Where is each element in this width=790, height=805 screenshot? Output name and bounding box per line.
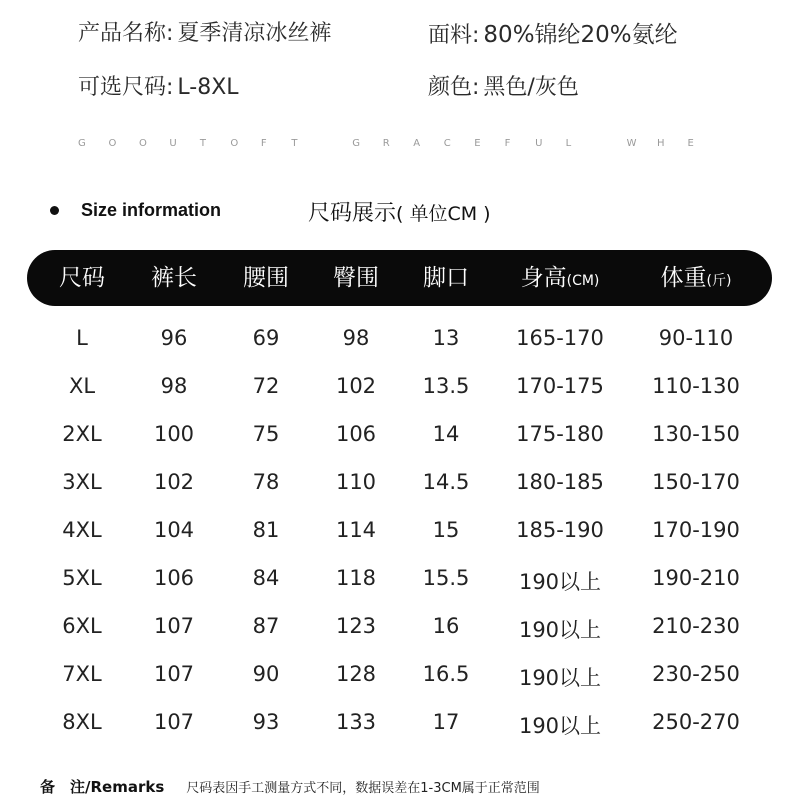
table-row: [0, 518, 790, 566]
table-cell: 150-170: [652, 470, 740, 494]
header-cell: [423, 250, 469, 306]
table-cell: 102: [335, 374, 377, 398]
table-cell: 106: [153, 566, 195, 590]
header-cell: [151, 250, 197, 306]
table-cell: 190以上: [518, 570, 602, 594]
table-cell: 90: [252, 662, 280, 686]
table-cell: L: [76, 326, 88, 350]
section-title-en: Size information: [81, 200, 222, 220]
table-cell: 175-180: [516, 422, 604, 446]
remarks-text: 尺码表因手工测量方式不同，数据误差在1-3CM属于正常范围: [186, 781, 540, 796]
product-name-value: 夏季清凉冰丝裤: [177, 21, 332, 46]
header-label: 裤长: [151, 265, 197, 291]
table-cell: 81: [252, 518, 280, 542]
table-cell: 8XL: [62, 710, 102, 734]
table-row: [0, 422, 790, 470]
table-cell: 165-170: [516, 326, 604, 350]
table-cell: 14: [432, 422, 460, 446]
header-cell: [521, 250, 600, 306]
table-cell: 93: [252, 710, 280, 734]
section-title: [50, 200, 491, 226]
section-title-cn: [308, 196, 491, 227]
table-cell: 107: [153, 662, 195, 686]
table-cell: 69: [252, 326, 280, 350]
fabric-value: 80%锦纶20%氨纶: [483, 22, 678, 48]
sizes-label: 可选尺码:: [78, 75, 174, 100]
table-cell: XL: [68, 374, 96, 398]
table-cell: 130-150: [652, 422, 740, 446]
table-cell: 7XL: [62, 662, 102, 686]
table-cell: 98: [160, 374, 188, 398]
header-label: 尺码: [59, 265, 105, 291]
table-cell: 128: [335, 662, 377, 686]
table-row: [0, 614, 790, 662]
table-cell: 110-130: [652, 374, 740, 398]
header-unit: (CM): [566, 273, 600, 289]
table-cell: 15: [432, 518, 460, 542]
available-sizes: [78, 70, 239, 101]
table-cell: 90-110: [658, 326, 734, 350]
color-label: 颜色:: [428, 75, 480, 100]
table-cell: 107: [153, 710, 195, 734]
table-cell: 78: [252, 470, 280, 494]
table-cell: 2XL: [62, 422, 102, 446]
table-cell: 5XL: [62, 566, 102, 590]
table-cell: 87: [252, 614, 280, 638]
header-label: 体重: [660, 265, 707, 291]
table-cell: 16.5: [422, 662, 470, 686]
table-cell: 170-175: [516, 374, 604, 398]
header-label: 身高: [520, 265, 567, 291]
header-cell: [243, 250, 289, 306]
table-cell: 17: [432, 710, 460, 734]
table-cell: 100: [153, 422, 195, 446]
table-cell: 13.5: [422, 374, 470, 398]
table-row: [0, 470, 790, 518]
header-cell: [59, 250, 105, 306]
section-title-cn-main: 尺码展示: [308, 201, 397, 226]
product-name: [78, 16, 331, 47]
size-table-header: [27, 250, 772, 306]
table-cell: 133: [335, 710, 377, 734]
header-label: 脚口: [423, 265, 469, 291]
table-row: [0, 326, 790, 374]
header-unit: (斤): [706, 273, 732, 289]
table-cell: 210-230: [652, 614, 740, 638]
table-cell: 123: [335, 614, 377, 638]
table-cell: 190以上: [518, 714, 602, 738]
table-cell: 107: [153, 614, 195, 638]
table-cell: 190以上: [518, 666, 602, 690]
table-cell: 98: [342, 326, 370, 350]
table-cell: 16: [432, 614, 460, 638]
table-cell: 106: [335, 422, 377, 446]
table-cell: 13: [432, 326, 460, 350]
table-cell: 170-190: [652, 518, 740, 542]
table-cell: 190以上: [518, 618, 602, 642]
table-cell: 15.5: [422, 566, 470, 590]
fabric-label: 面料:: [428, 23, 480, 48]
table-cell: 110: [335, 470, 377, 494]
table-cell: 250-270: [652, 710, 740, 734]
table-cell: 6XL: [62, 614, 102, 638]
table-row: [0, 710, 790, 758]
remarks-label: 备 注/Remarks: [40, 778, 165, 796]
table-cell: 190-210: [652, 566, 740, 590]
table-cell: 104: [153, 518, 195, 542]
table-cell: 4XL: [62, 518, 102, 542]
remarks: [40, 776, 540, 797]
table-row: [0, 374, 790, 422]
bullet-icon: [50, 206, 59, 215]
color-value: 黑色/灰色: [483, 75, 579, 100]
header-cell: [661, 250, 732, 306]
table-cell: 118: [335, 566, 377, 590]
product-name-label: 产品名称:: [78, 21, 174, 46]
table-cell: 84: [252, 566, 280, 590]
table-row: [0, 662, 790, 710]
color: [428, 70, 579, 101]
header-cell: [333, 250, 379, 306]
table-row: [0, 566, 790, 614]
table-cell: 14.5: [422, 470, 470, 494]
table-cell: 185-190: [516, 518, 604, 542]
section-title-unit: ( 单位CM ): [396, 203, 491, 225]
table-cell: 230-250: [652, 662, 740, 686]
table-cell: 96: [160, 326, 188, 350]
table-cell: 180-185: [516, 470, 604, 494]
table-cell: 72: [252, 374, 280, 398]
table-cell: 75: [252, 422, 280, 446]
table-cell: 3XL: [62, 470, 102, 494]
fabric: [428, 16, 678, 49]
header-label: 臀围: [333, 265, 379, 291]
sizes-value: L-8XL: [177, 75, 239, 100]
table-cell: 114: [335, 518, 377, 542]
table-cell: 102: [153, 470, 195, 494]
header-label: 腰围: [243, 265, 289, 291]
